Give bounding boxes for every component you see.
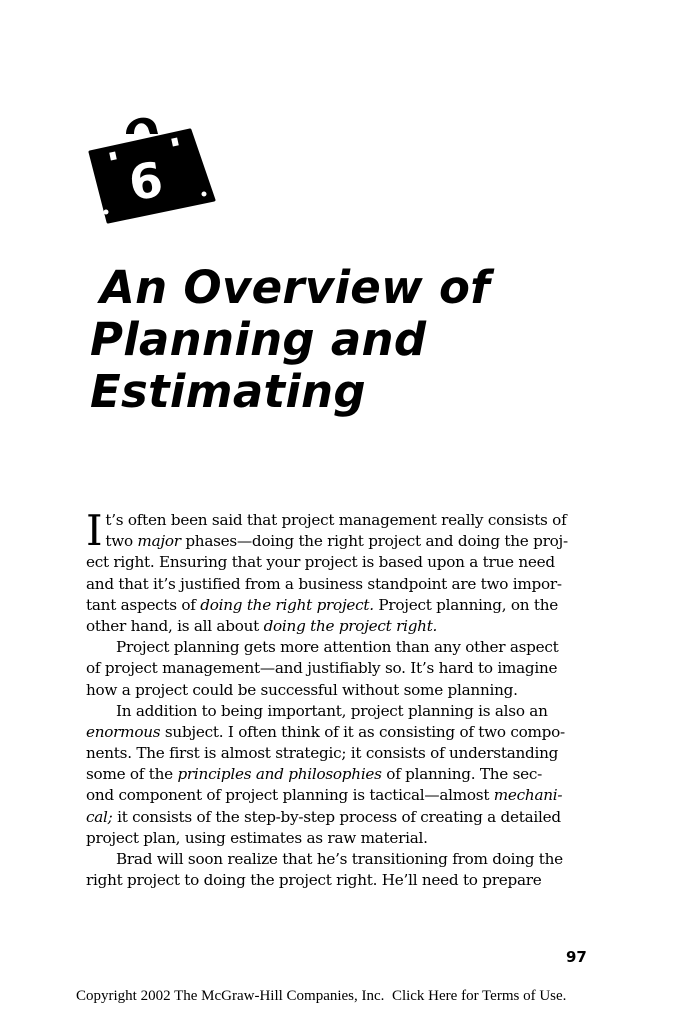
text-line: t’s often been said that project management really consists of [105, 511, 567, 529]
text-line: tant aspects of doing the right project. Project planning, on the [86, 595, 559, 614]
terms-of-use-link[interactable]: Click Here for Terms of Use. [391, 988, 567, 1004]
text-line: and that it’s justified from a business standpoint are two impor- [86, 574, 562, 593]
chapter-title-line-2: Planning and [90, 313, 427, 366]
chapter-number: 6 [125, 151, 167, 213]
text-line: right project to doing the project right. He’ll need to prepare [86, 871, 542, 890]
text-line: how a project could be successful without some planning. [86, 680, 518, 699]
text-line: Project planning gets more attention than any other aspect [116, 638, 559, 657]
paragraph-2 [86, 637, 596, 701]
chapter-title [90, 262, 610, 418]
text-line: project plan, using estimates as raw material. [86, 828, 428, 847]
copyright-text: Copyright 2002 The McGraw-Hill Companies, Inc. [76, 988, 392, 1004]
text-line: In addition to being important, project planning is also an [116, 701, 548, 720]
text-line: cal; it consists of the step-by-step process of creating a detailed [86, 807, 561, 826]
text-line: of project management—and justifiably so. It’s hard to imagine [86, 659, 558, 678]
text-line: nents. The first is almost strategic; it consists of understanding [86, 744, 559, 763]
copyright-notice [76, 988, 566, 1005]
page-number: 97 [566, 948, 587, 966]
text-line: two major phases—doing the right project and doing the proj- [105, 532, 568, 551]
text-line: Brad will soon realize that he’s transitioning from doing the [116, 850, 563, 868]
text-line: enormous subject. I often think of it as consisting of two compo- [86, 722, 565, 741]
text-line: some of the principles and philosophies of planning. The sec- [86, 765, 542, 784]
drop-cap: I [86, 506, 103, 555]
paragraph-4 [86, 849, 596, 891]
paragraph-3 [86, 701, 596, 849]
body-text [86, 506, 596, 891]
paragraph-1 [86, 506, 596, 637]
text-line: other hand, is all about doing the project right. [86, 616, 438, 635]
chapter-title-line-1: An Overview of [100, 261, 491, 314]
chapter-title-line-3: Estimating [90, 365, 366, 418]
text-line: ect right. Ensuring that your project is based upon a true need [86, 553, 555, 572]
text-line: ond component of project planning is tactical—almost mechani- [86, 786, 563, 805]
briefcase-icon [86, 112, 218, 224]
